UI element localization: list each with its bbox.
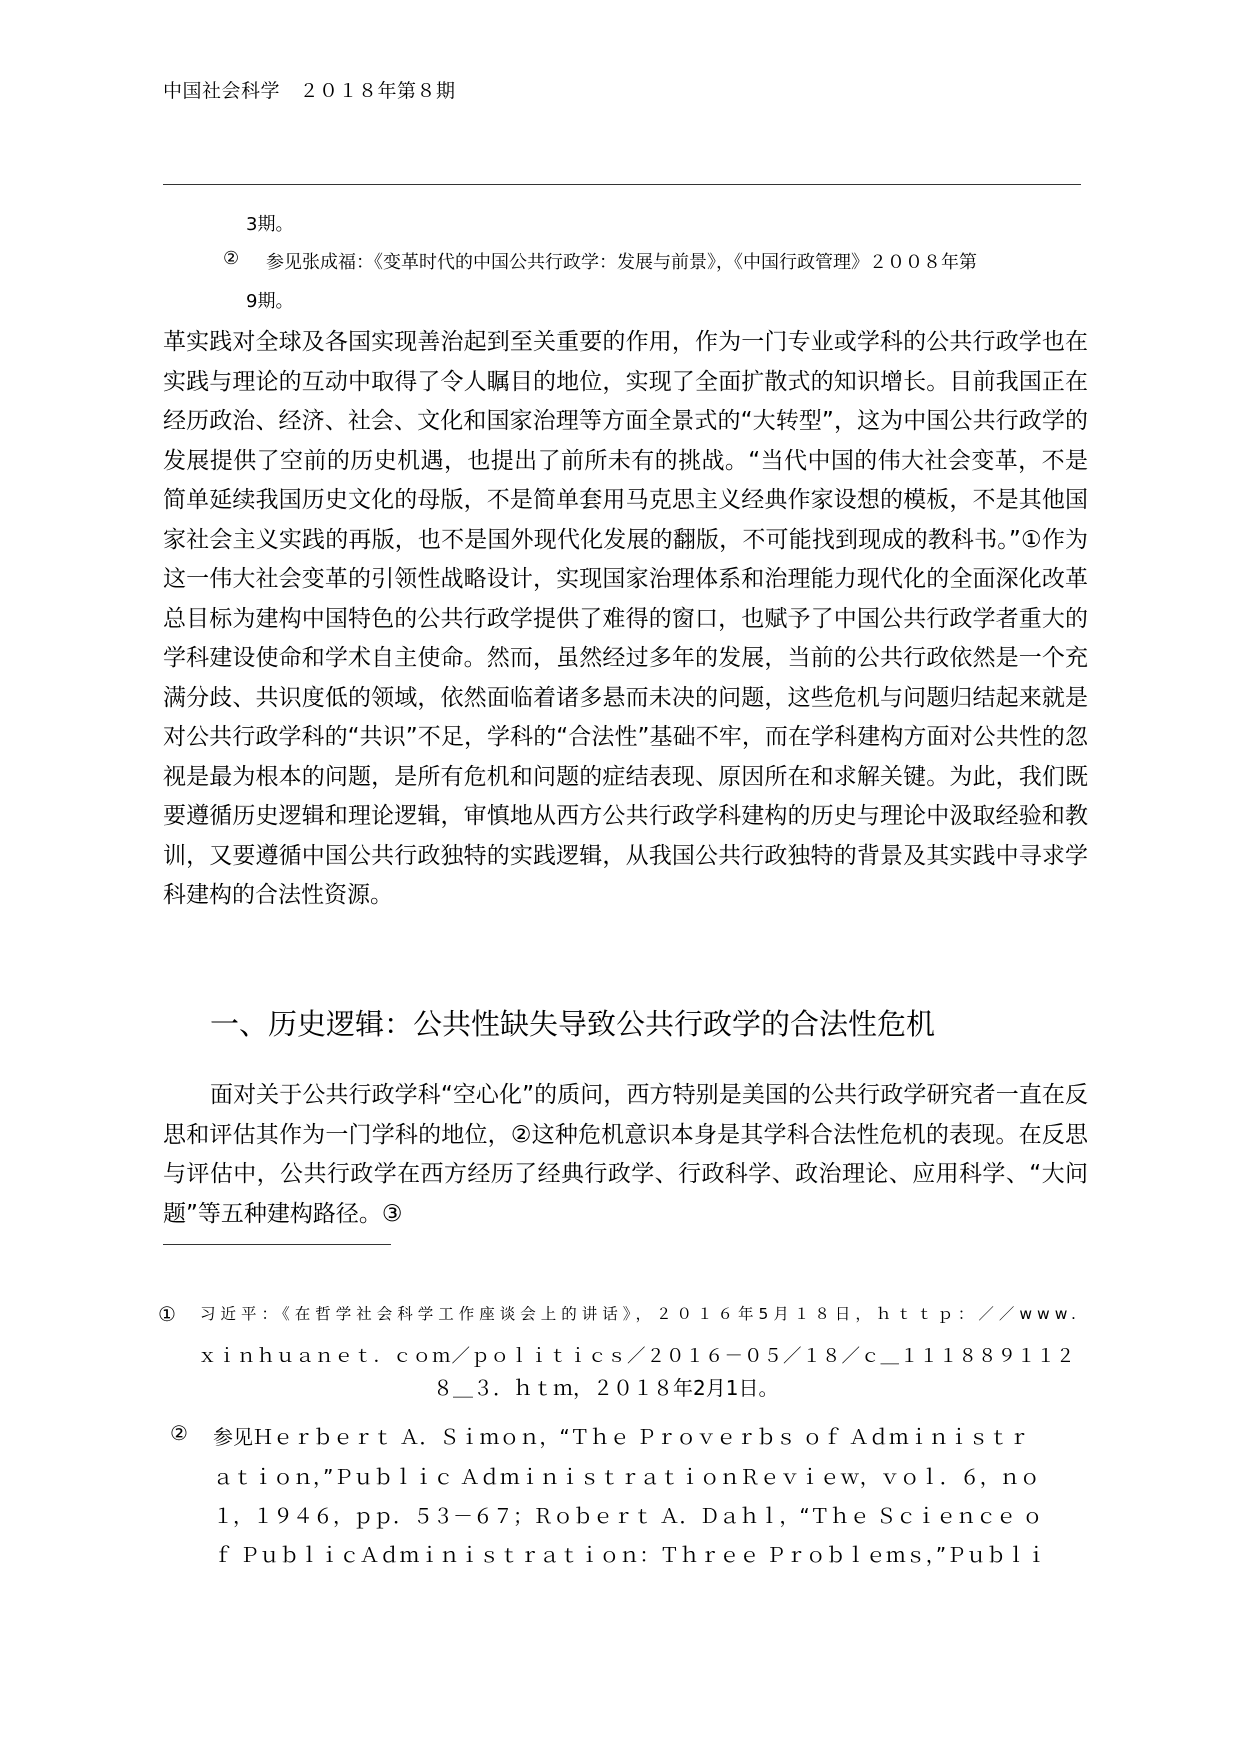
section-paragraph: 面对关于公共行政学科“空心化”的质问，西方特别是美国的公共行政学研究者一直在反思和评估其作为一门学科的地位，②这种危机意识本身是其学科合法性危机的表现。在反思与评估中，公共行政学在西方经历了经典行政学、行政科学、政治理论、应用科学、“大问题”等五种建构路径。③ <box>163 1082 1088 1227</box>
continued-footnote-line: 参见张成福：《变革时代的中国公共行政学：发展与前景》，《中国行政管理》２００８年第 <box>266 252 977 273</box>
header-rule <box>163 184 1081 185</box>
body-paragraph: 革实践对全球及各国实现善治起到至关重要的作用，作为一门专业或学科的公共行政学也在实践与理论的互动中取得了令人瞩目的地位，实现了全面扩散式的知识增长。目前我国正在经历政治、经济、社会、文化和国家治理等方面全景式的“大转型”，这为中国公共行政学的发展提供了空前的历史机遇，也提出了前所未有的挑战。“当代中国的伟大社会变革，不是简单延续我国历史文化的母版，不是简单套用马克思主义经典作家设想的模板，不是其他国家社会主义实践的再版，也不是国外现代化发展的翻版，不可能找到现成的教科书。”①作为这一伟大社会变革的引领性战略设计，实现国家治理体系和治理能力现代化的全面深化改革总目标为建构中国特色的公共行政学提供了难得的窗口，也赋予了中国公共行政学者重大的学科建设使命和学术自主使命。然而，虽然经过多年的发展，当前的公共行政依然是一个充满分歧、共识度低的领域，依然面临着诸多悬而未决的问题，这些危机与问题归结起来就是对公共行政学科的“共识”不足，学科的“合法性”基础不牢，而在学科建构方面对公共性的忽视是最为根本的问题，是所有危机和问题的症结表现、原因所在和求解关键。为此，我们既要遵循历史逻辑和理论逻辑，审慎地从西方公共行政学科建构的历史与理论中汲取经验和教训，又要遵循中国公共行政独特的实践逻辑，从我国公共行政独特的背景及其实践中寻求学科建构的合法性资源。 <box>163 329 1088 908</box>
footnote-line: ８＿３．ｈｔｍ，２０１８年2月1日。 <box>433 1376 779 1400</box>
journal-name: 中国社会科学 <box>163 80 281 102</box>
continued-footnote-line: 3期。 <box>246 214 294 235</box>
footnote-marker: ② <box>223 248 240 269</box>
footnote-marker: ② <box>170 1421 188 1445</box>
footnote-line: 参见Ｈｅｒｂｅｒｔ Ａ．Ｓｉｍｏｎ，“Ｔｈｅ Ｐｒｏｖｅｒｂｓ ｏｆ Ａｄｍｉｎｉｓｔｒ <box>213 1425 1029 1449</box>
footnote-line: ａｔｉｏｎ，”Ｐｕｂｌｉｃ ＡｄｍｉｎｉｓｔｒａｔｉｏｎＲｅｖｉｅｗ，ｖｏｌ．６，ｎｏ <box>213 1465 1040 1489</box>
continued-footnote-line: 9期。 <box>246 291 294 312</box>
section-text <box>163 1076 1088 1234</box>
issue-number: ２０１８年第８期 <box>299 80 456 102</box>
footnote-line: ｆ ＰｕｂｌｉｃＡｄｍｉｎｉｓｔｒａｔｉｏｎ：Ｔｈｒｅｅ Ｐｒｏｂｌｅｍｓ，”Ｐｕｂｌｉ <box>213 1543 1047 1567</box>
running-header <box>163 76 456 103</box>
footnote-marker: ① <box>158 1302 176 1326</box>
footnote-rule <box>163 1244 391 1245</box>
body-text <box>163 323 1088 916</box>
footnote-line: ｘｉｎｈｕａｎｅｔ．ｃｏｍ／ｐｏｌｉｔｉｃｓ／２０１６－０５／１８／ｃ＿１１１８８９１１２ <box>198 1346 1076 1367</box>
footnote-line: １，１９４６，ｐｐ．５３－６７；Ｒｏｂｅｒｔ Ａ．Ｄａｈｌ，“Ｔｈｅ Ｓｃｉｅｎｃｅ ｏ <box>213 1504 1043 1528</box>
footnote-line: 习近平：《在哲学社会科学工作座谈会上的讲话》，２０１６年5月１８日，ｈｔｔｐ：／／www. <box>200 1305 1081 1323</box>
section-heading: 一、历史逻辑：公共性缺失导致公共行政学的合法性危机 <box>210 1007 936 1041</box>
